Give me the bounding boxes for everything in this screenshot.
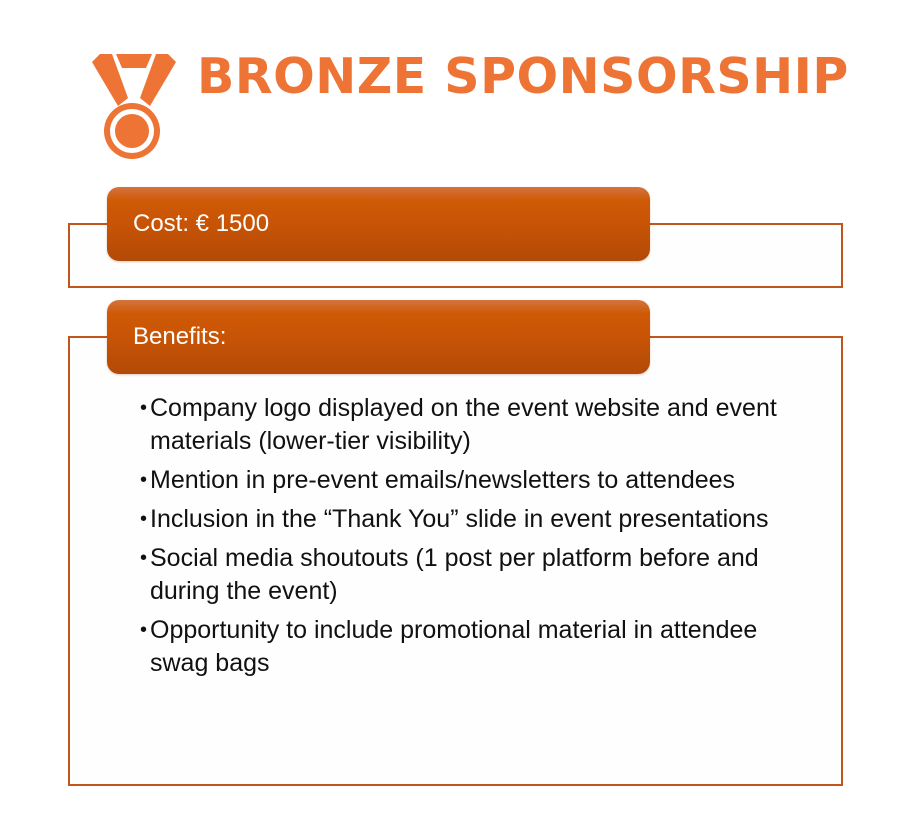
bullet-icon: • <box>140 469 148 491</box>
list-item <box>140 614 806 680</box>
benefit-text: Social media shoutouts (1 post per platform before and during the event) <box>150 544 759 605</box>
benefit-text: Inclusion in the “Thank You” slide in event presentations <box>150 505 769 533</box>
cost-label: Cost: € 1500 <box>107 187 650 261</box>
list-item <box>140 464 806 497</box>
page-title: BRONZE SPONSORSHIP <box>197 48 849 105</box>
benefits-list <box>140 392 806 686</box>
bullet-icon: • <box>140 619 148 641</box>
medal-icon <box>92 54 176 162</box>
benefit-text: Opportunity to include promotional material in attendee swag bags <box>150 616 758 677</box>
list-item <box>140 503 806 536</box>
benefits-heading: Benefits: <box>107 300 650 374</box>
benefit-text: Company logo displayed on the event website and event materials (lower-tier visibility) <box>150 394 777 455</box>
list-item <box>140 392 806 458</box>
bullet-icon: • <box>140 547 148 569</box>
bullet-icon: • <box>140 508 148 530</box>
bullet-icon: • <box>140 397 148 419</box>
list-item <box>140 542 806 608</box>
benefit-text: Mention in pre-event emails/newsletters to attendees <box>150 466 736 494</box>
